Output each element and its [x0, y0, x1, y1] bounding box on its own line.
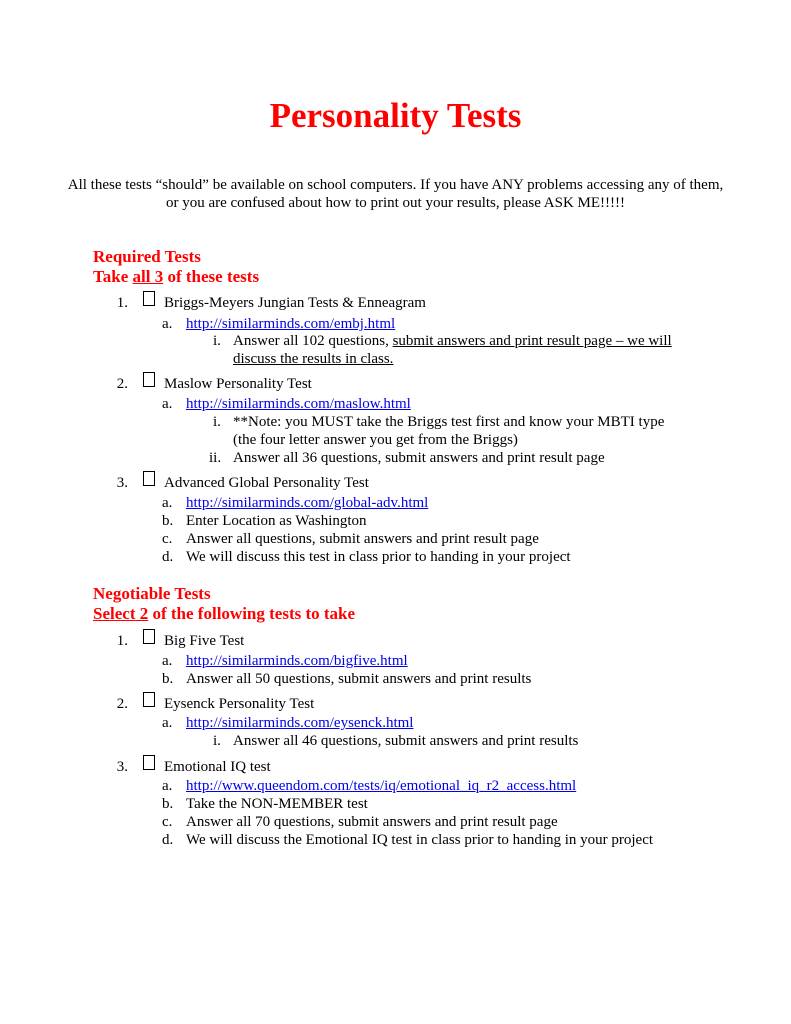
sub-sub-marker: i. [213, 733, 221, 749]
instruction-text: Answer all 70 questions, submit answers and print result page [186, 814, 558, 830]
sub-marker: c. [162, 531, 173, 547]
checkbox[interactable] [143, 291, 155, 306]
sub-marker: a. [162, 495, 173, 511]
sub-marker: d. [162, 549, 174, 565]
sub-marker: b. [162, 796, 174, 812]
sub-marker: a. [162, 715, 173, 731]
instruction-text: Answer all 50 questions, submit answers and print results [186, 671, 532, 687]
sub-sub-marker: i. [213, 333, 221, 349]
list-number: 2. [116, 376, 128, 392]
checkbox[interactable] [143, 755, 155, 770]
sub-marker: b. [162, 513, 174, 529]
sub-marker: b. [162, 671, 174, 687]
instruction-text: Enter Location as Washington [186, 513, 367, 529]
test-link[interactable]: http://similarminds.com/bigfive.html [186, 653, 408, 669]
list-number: 1. [116, 633, 128, 649]
negotiable-subheading: Select 2 of the following tests to take [93, 604, 356, 623]
sub-sub-marker: i. [213, 414, 221, 430]
instruction-text: Answer all questions, submit answers and print result page [186, 531, 539, 547]
list-number: 1. [116, 295, 128, 311]
sub-marker: a. [162, 778, 173, 794]
test-title: Eysenck Personality Test [164, 696, 315, 712]
test-title: Big Five Test [164, 633, 245, 649]
test-title: Maslow Personality Test [164, 376, 312, 392]
page-title: Personality Tests [269, 96, 522, 135]
instruction-text: (the four letter answer you get from the Briggs) [233, 432, 518, 448]
test-link[interactable]: http://similarminds.com/global-adv.html [186, 495, 429, 511]
instruction-text: Answer all 102 questions, submit answers and print result page – we will [233, 333, 672, 349]
intro-paragraph: All these tests “should” be available on school computers. If you have ANY problems accessing any of them, or you are confused about how to print out your results, please ASK ME!!!!! [67, 177, 724, 211]
sub-marker: d. [162, 832, 174, 848]
sub-marker: c. [162, 814, 173, 830]
instruction-text: We will discuss the Emotional IQ test in class prior to handing in your project [186, 832, 654, 848]
test-link[interactable]: http://similarminds.com/maslow.html [186, 396, 411, 412]
test-link[interactable]: http://similarminds.com/embj.html [186, 316, 396, 332]
sub-marker: a. [162, 396, 173, 412]
instruction-text: **Note: you MUST take the Briggs test first and know your MBTI type [233, 414, 665, 430]
list-number: 3. [116, 475, 128, 491]
negotiable-heading: Negotiable Tests [93, 584, 211, 603]
instruction-text: Take the NON-MEMBER test [186, 796, 368, 812]
instruction-text: We will discuss this test in class prior to handing in your project [186, 549, 571, 565]
test-title: Briggs-Meyers Jungian Tests & Enneagram [164, 295, 426, 311]
test-link[interactable]: http://www.queendom.com/tests/iq/emotional_iq_r2_access.html [186, 778, 577, 794]
sub-sub-marker: ii. [209, 450, 222, 466]
checkbox[interactable] [143, 629, 155, 644]
test-link[interactable]: http://similarminds.com/eysenck.html [186, 715, 414, 731]
list-number: 2. [116, 696, 128, 712]
test-title: Emotional IQ test [164, 759, 271, 775]
sub-marker: a. [162, 653, 173, 669]
required-subheading: Take all 3 of these tests [93, 267, 260, 286]
sub-marker: a. [162, 316, 173, 332]
checkbox[interactable] [143, 471, 155, 486]
instruction-text: discuss the results in class. [233, 351, 394, 367]
required-heading: Required Tests [93, 247, 201, 266]
instruction-text: Answer all 46 questions, submit answers and print results [233, 733, 579, 749]
test-title: Advanced Global Personality Test [164, 475, 369, 491]
checkbox[interactable] [143, 692, 155, 707]
list-number: 3. [116, 759, 128, 775]
instruction-text: Answer all 36 questions, submit answers and print result page [233, 450, 605, 466]
checkbox[interactable] [143, 372, 155, 387]
